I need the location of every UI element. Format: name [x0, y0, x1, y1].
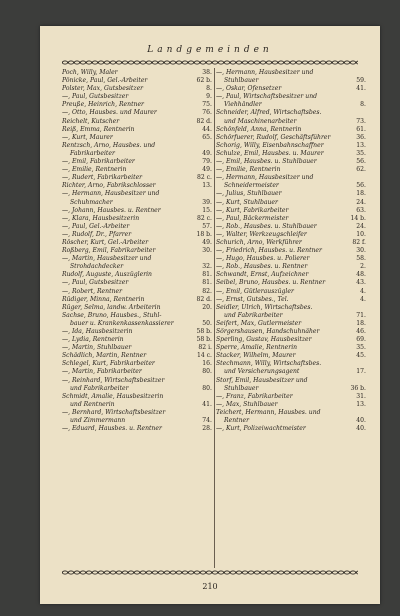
directory-entry: [216, 360, 366, 368]
entry-house-number: 18.: [356, 319, 366, 327]
entry-house-number: 18 b.: [196, 230, 212, 238]
directory-entry: [216, 215, 366, 223]
directory-entry: [62, 190, 212, 198]
entry-text: und Fabrikarbeiter: [70, 384, 129, 392]
entry-text: —, Walter, Werkzeugschleifer: [216, 230, 307, 238]
entry-text: —, Max, Stuhlbauer: [216, 400, 278, 408]
entry-text: —, Martin, Fabrikarbeiter: [62, 368, 142, 376]
entry-house-number: 13.: [356, 141, 366, 149]
entry-house-number: 4.: [360, 295, 366, 303]
entry-house-number: 82 f.: [352, 238, 366, 246]
directory-entry: [62, 288, 212, 296]
entry-text: —, Kurt, Polizeiwachtmeister: [216, 425, 306, 433]
entry-house-number: 75.: [202, 101, 212, 109]
directory-entry: [62, 279, 212, 287]
entry-house-number: 36.: [356, 133, 366, 141]
entry-text: und Versicherungsagent: [224, 368, 300, 376]
entry-text: Sperling, Gustav, Hausbesitzer: [216, 336, 312, 344]
entry-text: Schorig, Willy, Eisenbahnschaffner: [216, 141, 324, 149]
page-title: Landgemeinden: [147, 45, 273, 55]
entry-text: Stacker, Wilhelm, Maurer: [216, 352, 296, 360]
directory-entry: [62, 263, 212, 271]
entry-text: —, Rudolf, Dr., Pfarrer: [62, 230, 132, 238]
directory-entry: [62, 199, 212, 207]
entry-text: Rentzsch, Arno, Hausbes. und: [62, 141, 156, 149]
entry-text: Schmidt, Amalie, Hausbesitzerin: [62, 392, 164, 400]
entry-text: Reichelt, Kutscher: [62, 117, 120, 125]
entry-house-number: 46.: [356, 328, 366, 335]
directory-entry: [216, 401, 366, 409]
entry-text: Stuhlbauer: [224, 77, 259, 85]
directory-entry: [216, 312, 366, 320]
directory-entry: [62, 425, 212, 433]
entry-house-number: 41.: [202, 400, 212, 408]
entry-house-number: 8.: [360, 101, 366, 109]
entry-house-number: 9.: [206, 93, 212, 101]
entry-text: —, Emil, Hausbes. u. Stuhlbauer: [216, 158, 317, 166]
entry-text: Richter, Arno, Fabrikschlosser: [62, 182, 156, 190]
entry-text: —, Hermann, Hausbesitzer und: [62, 190, 160, 198]
directory-entry: [62, 247, 212, 255]
entry-text: —, Emilie, Rentnerin: [216, 166, 281, 174]
entry-house-number: 61.: [356, 125, 366, 133]
directory-entry: [216, 142, 366, 150]
entry-text: Sperre, Amalie, Rentnerin: [216, 344, 298, 352]
directory-entry: [62, 85, 212, 93]
entry-text: —, Emil, Gütlerauszügler: [216, 287, 294, 295]
directory-entry: [216, 255, 366, 263]
directory-entry: [216, 417, 366, 425]
entry-text: Viehhändler: [224, 101, 262, 109]
entry-house-number: 63.: [356, 206, 366, 214]
directory-entry: [62, 109, 212, 117]
right-column: [216, 69, 366, 433]
entry-text: Röscher, Kurt, Gel.-Arbeiter: [62, 238, 149, 246]
entry-text: —, Franz, Fabrikarbeiter: [216, 392, 293, 400]
entry-text: und Zimmermann: [70, 417, 126, 425]
directory-entry: [216, 69, 366, 77]
page-number: 210: [202, 582, 218, 591]
entry-text: Strohdachdecker: [70, 263, 124, 271]
directory-page: [40, 26, 380, 604]
entry-text: —, Martin, Stuhlbauer: [62, 344, 132, 352]
entry-text: bauer u. Krankenkassenkassierer: [70, 319, 174, 327]
entry-house-number: 20.: [202, 303, 212, 311]
directory-entry: [216, 93, 366, 101]
entry-text: —, Emil, Fabrikarbeiter: [62, 158, 135, 166]
entry-house-number: 82 d.: [196, 295, 212, 303]
entry-house-number: 71.: [356, 311, 366, 319]
directory-entry: [216, 166, 366, 174]
ornamental-rule-top: [62, 60, 358, 65]
entry-text: —, Rob., Hausbes. u. Stuhlbauer: [216, 222, 317, 230]
directory-entry: [216, 304, 366, 312]
directory-entry: [62, 377, 212, 385]
entry-house-number: 82 i.: [198, 344, 212, 352]
entry-text: —, Julius, Stuhlbauer: [216, 190, 282, 198]
entry-text: —, Paul, Bäckermeister: [216, 214, 289, 222]
entry-house-number: 80.: [202, 368, 212, 376]
entry-house-number: 41.: [356, 85, 366, 93]
directory-entry: [62, 304, 212, 312]
entry-house-number: 50.: [202, 319, 212, 327]
directory-entry: [62, 166, 212, 174]
entry-text: —, Rob., Hausbes. u. Rentner: [216, 263, 308, 271]
entry-text: —, Lydia, Rentnerin: [62, 336, 124, 344]
entry-house-number: 13.: [356, 400, 366, 408]
entry-text: Schuhmacher: [70, 198, 113, 206]
entry-house-number: 31.: [356, 392, 366, 400]
entry-house-number: 13.: [202, 182, 212, 190]
entry-house-number: 15.: [202, 206, 212, 214]
directory-entry: [216, 223, 366, 231]
directory-entry: [62, 142, 212, 150]
entry-text: —, Paul, Gel.-Arbeiter: [62, 222, 130, 230]
entry-text: Fabrikarbeiter: [70, 149, 115, 157]
directory-entry: [216, 328, 366, 336]
entry-house-number: 17.: [356, 368, 366, 376]
entry-house-number: 2.: [360, 263, 366, 271]
entry-text: Schönfeld, Anna, Rentnerin: [216, 125, 302, 133]
entry-house-number: 62 b.: [196, 77, 212, 85]
directory-entry: [216, 279, 366, 287]
directory-entry: [216, 190, 366, 198]
entry-house-number: 82.: [202, 287, 212, 295]
entry-house-number: 48.: [356, 271, 366, 279]
entry-text: —, Rudert, Fabrikarbeiter: [62, 174, 143, 182]
entry-text: und Fabrikarbeiter: [224, 311, 283, 319]
entry-text: —, Friedrich, Hausbes. u. Rentner: [216, 247, 322, 255]
entry-text: —, Otto, Hausbes. und Maurer: [62, 109, 157, 117]
directory-entry: [62, 336, 212, 344]
entry-house-number: 65.: [202, 133, 212, 141]
entry-text: —, Emilie, Rentnerin: [62, 166, 127, 174]
entry-text: —, Paul, Gutsbesitzer: [62, 93, 129, 101]
directory-entry: [62, 231, 212, 239]
directory-entry: [62, 417, 212, 425]
directory-entry: [62, 93, 212, 101]
entry-house-number: 35.: [356, 344, 366, 352]
directory-entry: [216, 409, 366, 417]
directory-entry: [216, 109, 366, 117]
entry-text: Schlegel, Kurt, Fabrikarbeiter: [62, 360, 155, 368]
entry-text: Rudolf, Auguste, Auszüglerin: [62, 271, 152, 279]
entry-house-number: 76.: [202, 109, 212, 117]
entry-text: Stuhlbauer: [224, 384, 259, 392]
entry-text: Storf, Emil, Hausbesitzer und: [216, 376, 308, 384]
left-column: [62, 69, 212, 433]
entry-house-number: 28.: [202, 425, 212, 433]
entry-house-number: 14 c.: [196, 352, 212, 360]
directory-entry: [216, 134, 366, 142]
directory-entry: [62, 401, 212, 409]
directory-entry: [62, 271, 212, 279]
directory-entry: [62, 207, 212, 215]
entry-house-number: 58.: [356, 255, 366, 263]
entry-house-number: 43.: [356, 279, 366, 287]
directory-entry: [216, 352, 366, 360]
directory-entry: [62, 393, 212, 401]
entry-text: Rüger, Selma, landw. Arbeiterin: [62, 303, 161, 311]
directory-entry: [62, 182, 212, 190]
directory-entry: [216, 247, 366, 255]
directory-entry: [216, 150, 366, 158]
entry-text: —, Hermann, Hausbesitzer und: [216, 174, 314, 182]
entry-text: und Maschinenarbeiter: [224, 117, 297, 125]
directory-entry: [62, 320, 212, 328]
entry-house-number: 56.: [356, 182, 366, 190]
directory-entry: [216, 231, 366, 239]
directory-entry: [216, 182, 366, 190]
directory-entry: [216, 368, 366, 376]
directory-entry: [216, 377, 366, 385]
directory-entry: [216, 271, 366, 279]
directory-entry: [62, 255, 212, 263]
directory-entry: [216, 263, 366, 271]
directory-entry: [62, 296, 212, 304]
entry-text: Schneider, Alfred, Wirtschaftsbes.: [216, 109, 322, 117]
entry-house-number: 49.: [202, 166, 212, 174]
entry-text: Schwandt, Ernst, Aufzeichner: [216, 271, 309, 279]
entry-text: —, Kurt, Stuhlbauer: [216, 198, 278, 206]
entry-text: —, Hugo, Hausbes. u. Polierer: [216, 255, 310, 263]
entry-text: Seifert, Max, Gutlermeister: [216, 319, 302, 327]
entry-text: Schädlich, Martin, Rentner: [62, 352, 147, 360]
entry-text: —, Klara, Hausbesitzerin: [62, 214, 140, 222]
entry-text: —, Kurt, Fabrikarbeiter: [216, 206, 289, 214]
directory-entry: [62, 134, 212, 142]
entry-house-number: 56.: [356, 158, 366, 166]
directory-entry: [62, 158, 212, 166]
entry-house-number: 73.: [356, 117, 366, 125]
entry-house-number: 58 b.: [196, 328, 212, 335]
directory-entry: [216, 320, 366, 328]
entry-house-number: 81.: [202, 279, 212, 287]
entry-text: Rüdiger, Minna, Rentnerin: [62, 295, 145, 303]
directory-entry: [62, 174, 212, 182]
ornamental-rule-bottom: [62, 570, 358, 575]
entry-house-number: 80.: [202, 384, 212, 392]
entry-house-number: 35.: [356, 149, 366, 157]
entry-text: —, Ida, Hausbesitzerin: [62, 328, 133, 335]
column-divider: [214, 68, 215, 568]
directory-entry: [216, 126, 366, 134]
directory-entry: [216, 77, 366, 85]
entry-text: Sörgershausen, Handschuhnäher: [216, 328, 320, 335]
directory-entry: [62, 215, 212, 223]
entry-text: —, Bernhard, Wirtschaftsbesitzer: [62, 408, 166, 416]
entry-house-number: 14 b.: [350, 214, 366, 222]
entry-house-number: 69.: [356, 336, 366, 344]
entry-house-number: 44.: [202, 125, 212, 133]
entry-house-number: 62.: [356, 166, 366, 174]
entry-house-number: 59.: [356, 77, 366, 85]
entry-house-number: 82 c.: [196, 214, 212, 222]
entry-text: —, Martin, Hausbesitzer und: [62, 255, 152, 263]
directory-entry: [216, 393, 366, 401]
directory-entry: [216, 174, 366, 182]
entry-text: Reiß, Emma, Rentnerin: [62, 125, 135, 133]
entry-house-number: 32.: [202, 263, 212, 271]
entry-house-number: 81.: [202, 271, 212, 279]
directory-entry: [62, 352, 212, 360]
entry-house-number: 24.: [356, 198, 366, 206]
entry-house-number: 49.: [202, 149, 212, 157]
directory-entry: [216, 288, 366, 296]
entry-text: —, Oskar, Ofensetzer: [216, 85, 282, 93]
entry-house-number: 36 b.: [350, 384, 366, 392]
directory-entry: [216, 118, 366, 126]
entry-text: Rentner: [224, 417, 250, 425]
entry-text: —, Paul, Wirtschaftsbesitzer und: [216, 93, 318, 101]
directory-entry: [216, 85, 366, 93]
directory-entry: [62, 360, 212, 368]
directory-entry: [216, 158, 366, 166]
entry-text: Schneidermeister: [224, 182, 279, 190]
entry-text: und Rentnerin: [70, 400, 115, 408]
directory-entry: [216, 344, 366, 352]
directory-entry: [62, 126, 212, 134]
entry-text: Seidler, Ulrich, Wirtschaftsbes.: [216, 303, 313, 311]
entry-house-number: 8.: [206, 85, 212, 93]
entry-house-number: 82 d.: [196, 117, 212, 125]
entry-text: Schörfuerer, Rudolf, Geschäftsführer: [216, 133, 331, 141]
directory-entry: [216, 207, 366, 215]
directory-entry: [62, 69, 212, 77]
entry-house-number: 40.: [356, 417, 366, 425]
entry-house-number: 39.: [202, 198, 212, 206]
entry-text: Poch, Willy, Maler: [62, 69, 118, 76]
entry-text: —, Reinhard, Wirtschaftsbesitzer: [62, 376, 165, 384]
directory-entry: [216, 239, 366, 247]
directory-entry: [216, 425, 366, 433]
entry-house-number: 18.: [356, 190, 366, 198]
entry-house-number: 49.: [202, 238, 212, 246]
directory-entry: [62, 385, 212, 393]
entry-house-number: 45.: [356, 352, 366, 360]
entry-house-number: 4.: [360, 287, 366, 295]
entry-text: Schurich, Arno, Werkführer: [216, 238, 302, 246]
entry-house-number: 79.: [202, 158, 212, 166]
entry-house-number: 38.: [202, 69, 212, 76]
directory-entry: [62, 150, 212, 158]
entry-text: —, Ernst, Gutsbes., Tel.: [216, 295, 289, 303]
entry-text: Pönicke, Paul, Gel.-Arbeiter: [62, 77, 148, 85]
entry-text: Teichert, Hermann, Hausbes. und: [216, 408, 321, 416]
entry-text: Schulze, Emil, Hausbes. u. Maurer: [216, 149, 324, 157]
entry-house-number: 30.: [356, 247, 366, 255]
directory-entry: [216, 336, 366, 344]
directory-entry: [62, 328, 212, 336]
entry-text: —, Robert, Rentner: [62, 287, 122, 295]
entry-house-number: 10.: [356, 230, 366, 238]
directory-entry: [216, 199, 366, 207]
directory-entry: [62, 118, 212, 126]
entry-house-number: 24.: [356, 222, 366, 230]
entry-text: —, Hermann, Hausbesitzer und: [216, 69, 314, 76]
entry-house-number: 74.: [202, 417, 212, 425]
directory-entry: [62, 101, 212, 109]
entry-text: Stechmann, Willy, Wirtschaftsbes.: [216, 360, 322, 368]
entry-text: Sachse, Bruno, Hausbes., Stuhl-: [62, 311, 162, 319]
entry-house-number: 82 c.: [196, 174, 212, 182]
directory-entry: [62, 312, 212, 320]
directory-entry: [216, 385, 366, 393]
entry-text: Roßberg, Emil, Fabrikarbeiter: [62, 247, 156, 255]
directory-entry: [62, 409, 212, 417]
directory-entry: [62, 223, 212, 231]
entry-text: —, Kurt, Maurer: [62, 133, 113, 141]
directory-entry: [62, 344, 212, 352]
entry-house-number: 57.: [202, 222, 212, 230]
entry-text: —, Eduard, Hausbes. u. Rentner: [62, 425, 162, 433]
entry-text: —, Paul, Gutsbesitzer: [62, 279, 129, 287]
directory-entry: [216, 296, 366, 304]
directory-entry: [216, 101, 366, 109]
entry-house-number: 16.: [202, 360, 212, 368]
entry-text: Preuße, Heinrich, Rentner: [62, 101, 144, 109]
entry-house-number: 58 b.: [196, 336, 212, 344]
entry-text: Seibel, Bruno, Hausbes. u. Rentner: [216, 279, 326, 287]
directory-entry: [62, 368, 212, 376]
entry-house-number: 30.: [202, 247, 212, 255]
entry-text: Polster, Max, Gutsbesitzer: [62, 85, 144, 93]
directory-entry: [62, 77, 212, 85]
entry-text: —, Johann, Hausbes. u. Rentner: [62, 206, 161, 214]
directory-entry: [62, 239, 212, 247]
entry-house-number: 40.: [356, 425, 366, 433]
